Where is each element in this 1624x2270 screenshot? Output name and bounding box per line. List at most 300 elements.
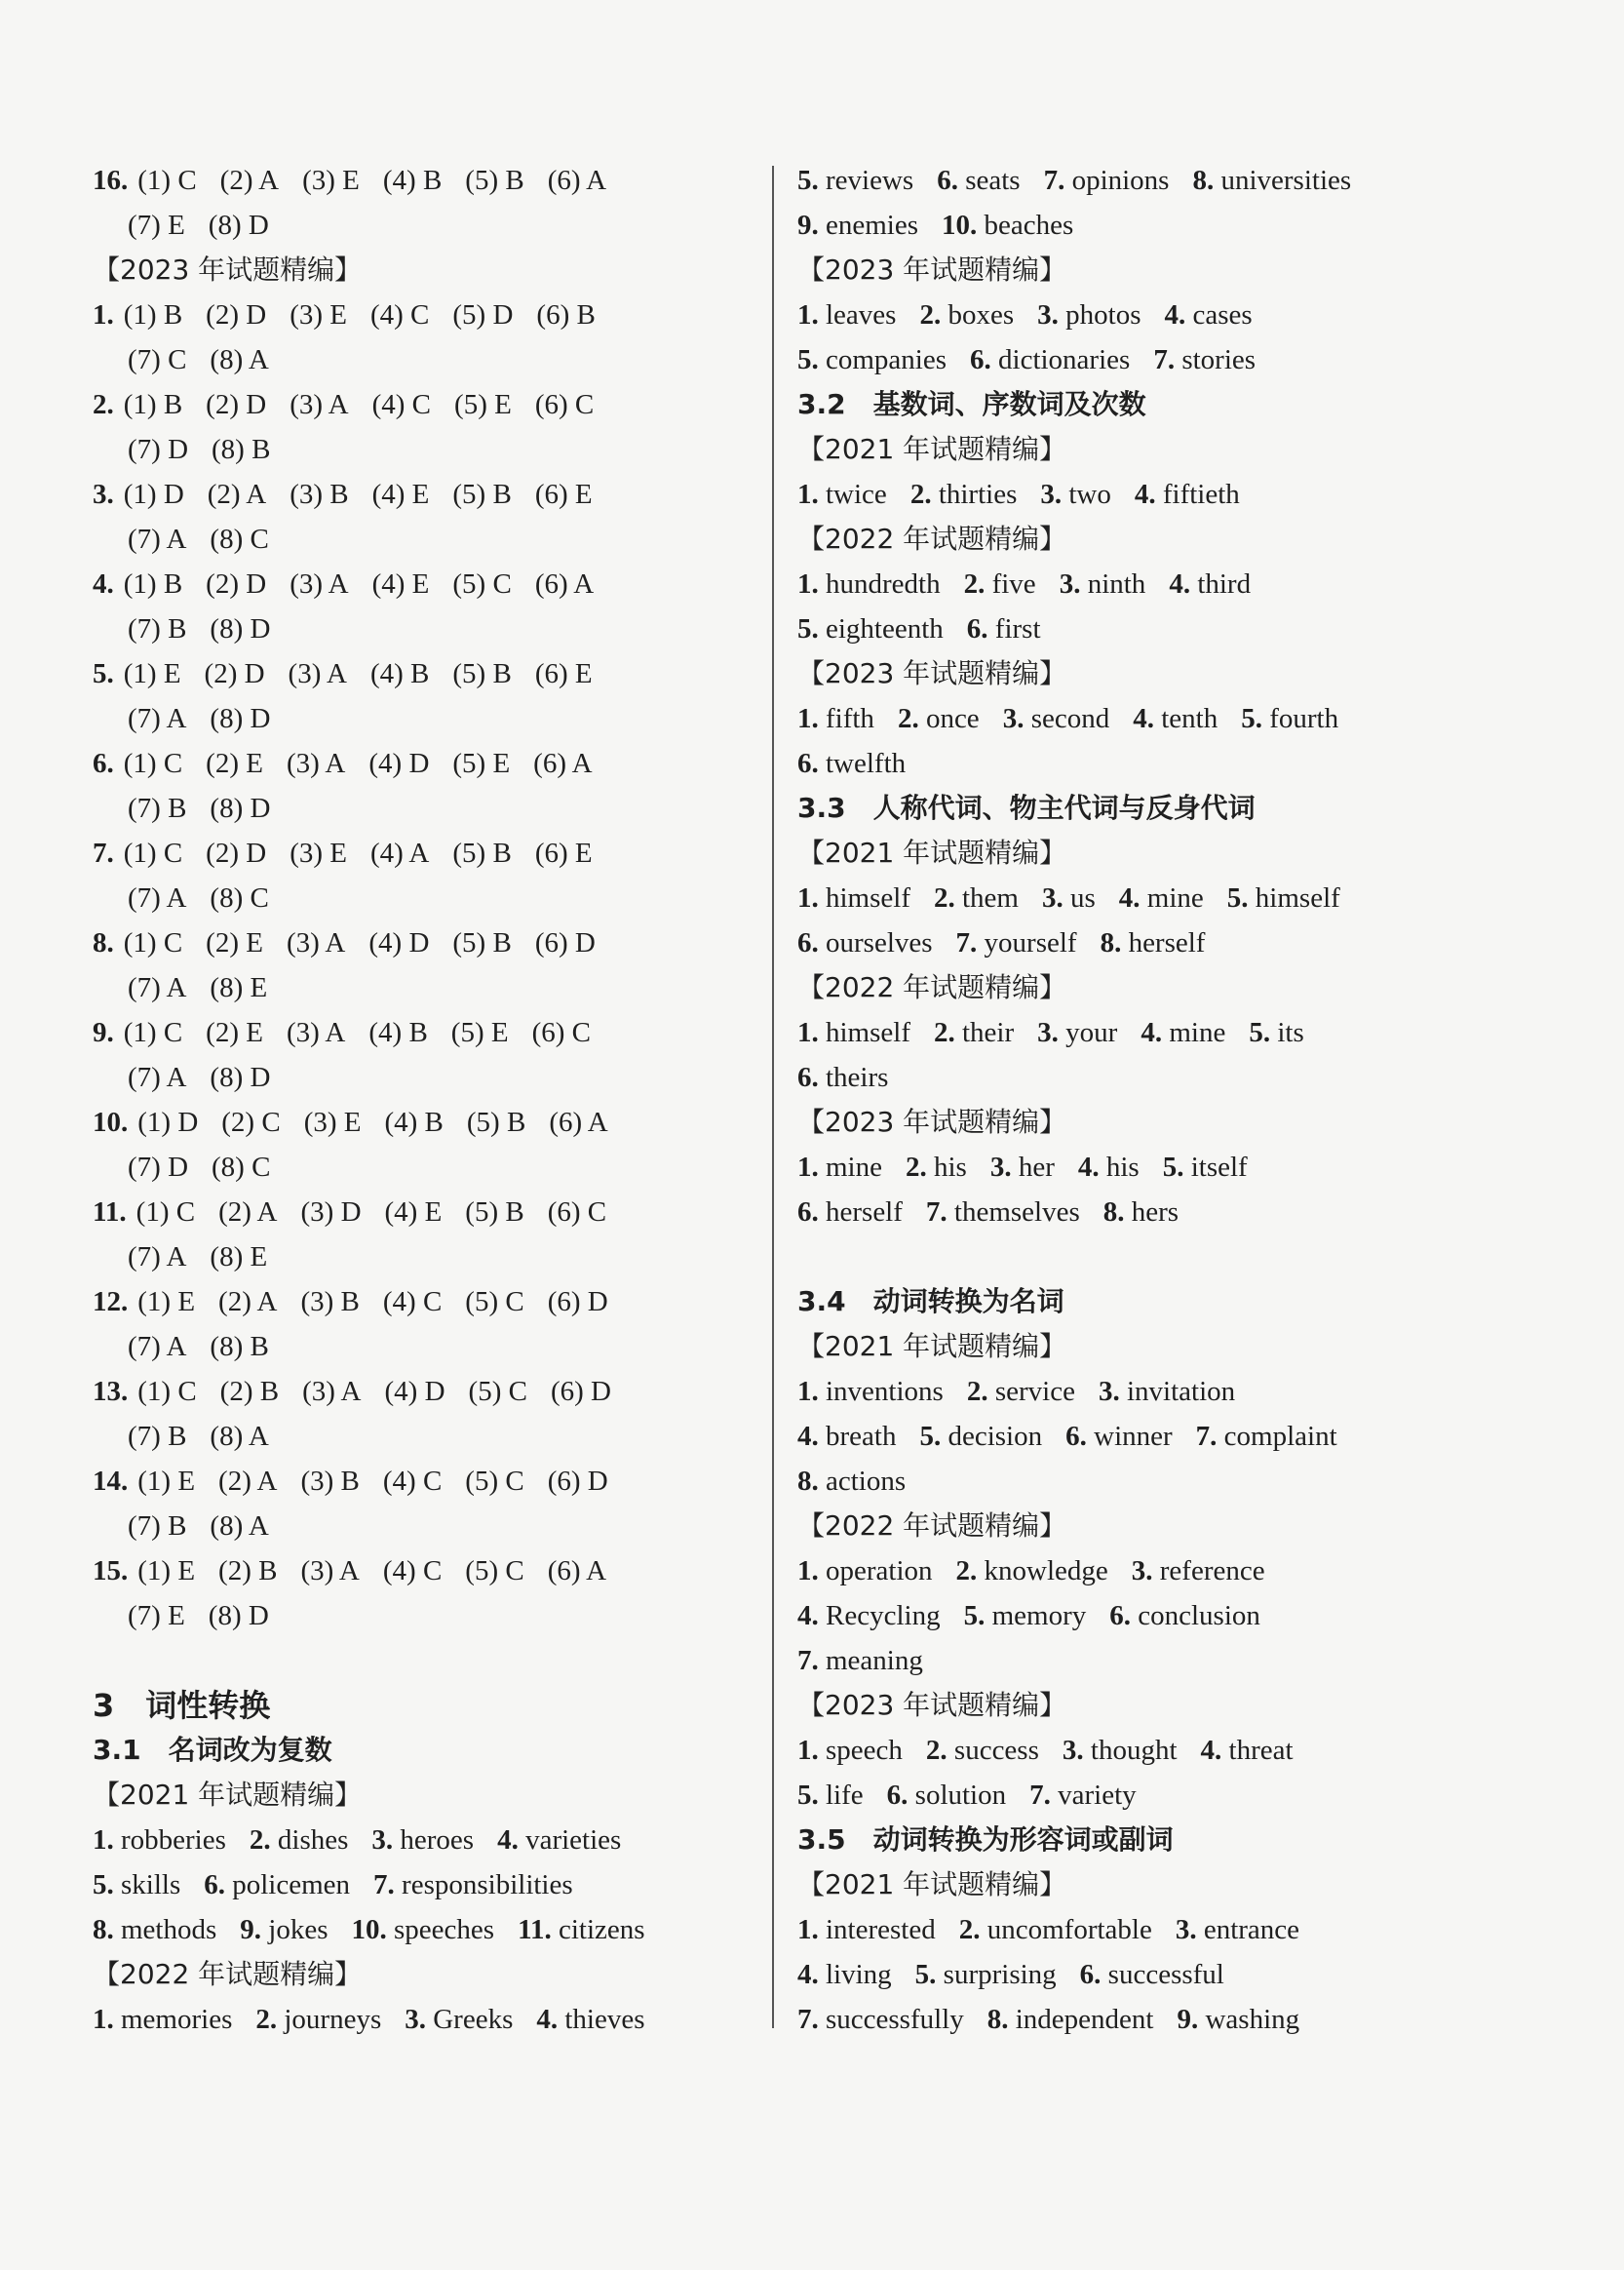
answer-choice: (8) E	[210, 1241, 268, 1272]
answer-row	[93, 1818, 765, 1862]
item-number: 3.	[989, 1152, 1012, 1183]
item-word: first	[987, 613, 1041, 645]
answer-item	[797, 1638, 923, 1683]
answer-choice: (4) A	[369, 838, 430, 869]
item-word: living	[818, 1959, 892, 1990]
answer-choice: (3) E	[303, 1107, 362, 1138]
answer-choice: (2) A	[207, 479, 267, 510]
answer-row	[797, 1593, 1499, 1638]
item-word: hundredth	[818, 568, 941, 600]
answer-item	[1103, 1190, 1179, 1234]
answer-choice: (4) B	[384, 1107, 444, 1138]
item-word: herself	[1121, 927, 1206, 959]
answer-item	[797, 1145, 882, 1190]
item-word: speeches	[386, 1914, 495, 1945]
answer-choice: (3) B	[290, 479, 349, 510]
answer-choice: (4) C	[371, 389, 432, 420]
answer-choice: (3) A	[286, 1017, 346, 1048]
answer-item	[93, 1997, 232, 2042]
answer-choice: (2) A	[219, 165, 280, 196]
subsection-title: 3.3 人称代词、物主代词与反身代词	[797, 792, 1256, 824]
answer-item	[352, 1907, 495, 1952]
item-number: 2.	[925, 1735, 947, 1766]
item-number: 2.	[966, 1376, 988, 1407]
answer-choice: (6) D	[550, 1376, 611, 1407]
answer-item	[797, 1010, 910, 1055]
question-row-cont	[93, 337, 765, 382]
answer-choice: (4) D	[384, 1376, 445, 1407]
answer-choice: (8) A	[210, 344, 269, 375]
question-row-cont	[93, 203, 765, 248]
item-word: leaves	[818, 299, 897, 331]
answer-choice: (5) B	[465, 1196, 524, 1228]
item-number: 3.	[1062, 1735, 1084, 1766]
item-word: invitation	[1119, 1376, 1236, 1407]
answer-item	[797, 472, 887, 517]
year-header: 【2023 年试题精编】	[93, 254, 363, 286]
answer-item	[1133, 696, 1218, 741]
year-header: 【2021 年试题精编】	[797, 837, 1067, 869]
answer-choice: (7) E	[128, 1600, 185, 1631]
question-row-cont	[93, 427, 765, 472]
year-header: 【2021 年试题精编】	[797, 1868, 1067, 1900]
answer-item	[797, 1773, 864, 1818]
section-title: 3 词性转换	[93, 1687, 271, 1724]
item-number: 4.	[1077, 1152, 1100, 1183]
item-number: 2.	[955, 1555, 978, 1586]
year-header: 【2023 年试题精编】	[797, 254, 1067, 286]
answer-choice: (2) C	[221, 1107, 281, 1138]
year-header: 【2021 年试题精编】	[93, 1779, 363, 1811]
item-number: 2.	[255, 2004, 278, 2035]
item-number: 1.	[797, 703, 819, 734]
item-word: his	[926, 1152, 967, 1183]
answer-item	[373, 1862, 573, 1907]
answer-row	[797, 1369, 1499, 1414]
answer-choice: (3) E	[290, 299, 347, 331]
question-row	[93, 1369, 765, 1414]
answer-choice: (1) B	[123, 299, 183, 331]
answer-choice: (8) C	[210, 524, 269, 555]
answer-item	[797, 1459, 906, 1504]
question-row-cont	[93, 965, 765, 1010]
item-number: 3.	[1059, 568, 1081, 600]
question-number: 2.	[93, 389, 114, 420]
question-number: 6.	[93, 748, 114, 779]
question-row	[93, 831, 765, 876]
answer-choice: (6) A	[549, 1107, 608, 1138]
answer-choice: (1) D	[137, 1107, 199, 1138]
answer-item	[926, 1728, 1039, 1773]
answer-item	[518, 1907, 644, 1952]
answer-choice: (3) A	[290, 568, 349, 600]
answer-row	[797, 472, 1499, 517]
answer-choice: (1) B	[123, 568, 183, 600]
answer-choice: (7) B	[128, 793, 187, 824]
answer-choice: (6) B	[536, 299, 596, 331]
answer-row	[797, 920, 1499, 965]
item-word: journeys	[277, 2004, 382, 2035]
answer-choice: (6) E	[534, 658, 593, 689]
question-number: 7.	[93, 838, 114, 869]
item-word: cases	[1185, 299, 1253, 331]
answer-choice: (4) E	[384, 1196, 443, 1228]
answer-choice: (3) E	[290, 838, 347, 869]
question-row	[93, 741, 765, 786]
answer-item	[1037, 1010, 1117, 1055]
answer-choice: (3) A	[286, 748, 346, 779]
answer-row	[797, 1145, 1499, 1190]
year-header: 【2021 年试题精编】	[797, 1330, 1067, 1362]
item-number: 5.	[93, 1869, 114, 1900]
answer-item	[1080, 1952, 1224, 1997]
subsection-title: 3.2 基数词、序数词及次数	[797, 388, 1146, 420]
answer-item	[797, 562, 941, 607]
answer-item	[919, 1414, 1042, 1459]
answer-choice: (8) D	[210, 1062, 271, 1093]
answer-choice: (5) E	[452, 748, 511, 779]
item-number: 2.	[909, 479, 932, 510]
answer-choice: (5) E	[450, 1017, 509, 1048]
answer-row	[797, 1952, 1499, 1997]
answer-item	[797, 741, 906, 786]
answer-choice: (2) A	[218, 1466, 278, 1497]
answer-row	[797, 1055, 1499, 1100]
item-word: conclusion	[1130, 1600, 1260, 1631]
answer-choice: (7) A	[128, 1241, 187, 1272]
question-row	[93, 651, 765, 696]
item-word: mine	[818, 1152, 882, 1183]
answer-choice: (6) A	[533, 748, 593, 779]
answer-choice: (6) C	[531, 1017, 591, 1048]
item-word: varieties	[518, 1824, 622, 1856]
item-number: 4.	[536, 2004, 559, 2035]
item-word: photos	[1058, 299, 1141, 331]
answer-item	[1177, 1997, 1299, 2042]
item-word: speech	[818, 1735, 903, 1766]
answer-item	[898, 696, 980, 741]
item-word: successfully	[818, 2004, 964, 2035]
answer-choice: (2) D	[206, 838, 267, 869]
item-word: third	[1190, 568, 1252, 600]
question-row-cont	[93, 1145, 765, 1190]
answer-item	[1169, 562, 1251, 607]
answer-row	[797, 696, 1499, 741]
item-word: decision	[941, 1421, 1043, 1452]
item-number: 5.	[797, 165, 819, 196]
question-row-cont	[93, 1504, 765, 1548]
item-number: 4.	[1169, 568, 1191, 600]
item-number: 5.	[1226, 882, 1249, 914]
item-number: 1.	[797, 479, 819, 510]
answer-item	[1109, 1593, 1260, 1638]
item-word: her	[1011, 1152, 1055, 1183]
answer-choice: (5) E	[454, 389, 512, 420]
item-number: 1.	[797, 1376, 819, 1407]
item-word: their	[954, 1017, 1015, 1048]
answer-choice: (5) C	[465, 1466, 524, 1497]
answer-row	[797, 1414, 1499, 1459]
item-word: life	[818, 1780, 864, 1811]
answer-row	[93, 1907, 765, 1952]
answer-item	[956, 920, 1077, 965]
question-number: 14.	[93, 1466, 129, 1497]
answer-item	[1044, 158, 1170, 203]
answer-choice: (5) B	[452, 838, 512, 869]
item-number: 7.	[1195, 1421, 1218, 1452]
item-word: interested	[818, 1914, 936, 1945]
question-row	[93, 562, 765, 607]
answer-choice: (7) A	[128, 882, 187, 914]
answer-item	[990, 1145, 1055, 1190]
item-word: knowledge	[977, 1555, 1108, 1586]
answer-item	[797, 1190, 903, 1234]
answer-choice: (8) D	[210, 613, 271, 645]
item-word: themselves	[947, 1196, 1080, 1228]
item-word: variety	[1050, 1780, 1137, 1811]
answer-choice: (1) C	[123, 838, 183, 869]
item-number: 2.	[934, 1017, 955, 1048]
item-word: actions	[818, 1466, 907, 1497]
item-number: 5.	[963, 1600, 986, 1631]
item-word: boxes	[941, 299, 1015, 331]
item-word: skills	[113, 1869, 181, 1900]
question-number: 16.	[93, 165, 129, 196]
answer-item	[797, 1997, 964, 2042]
answer-row	[797, 1548, 1499, 1593]
item-number: 7.	[373, 1869, 395, 1900]
answer-choice: (8) B	[210, 1331, 269, 1362]
item-number: 4.	[797, 1600, 819, 1631]
item-number: 2.	[934, 882, 955, 914]
question-number: 4.	[93, 568, 114, 600]
item-number: 4.	[1141, 1017, 1163, 1048]
answer-choice: (6) A	[547, 1555, 607, 1586]
question-row	[93, 382, 765, 427]
answer-item	[797, 1369, 944, 1414]
item-number: 1.	[797, 1914, 819, 1945]
answer-item	[942, 203, 1073, 248]
answer-choice: (3) E	[302, 165, 360, 196]
answer-item	[797, 158, 913, 203]
question-number: 9.	[93, 1017, 114, 1048]
answer-item	[970, 337, 1130, 382]
answer-choice: (5) C	[465, 1555, 524, 1586]
item-word: your	[1058, 1017, 1118, 1048]
answer-item	[1196, 1414, 1337, 1459]
answer-item	[797, 920, 933, 965]
question-row-cont	[93, 786, 765, 831]
item-number: 1.	[797, 299, 819, 331]
item-number: 3.	[1175, 1914, 1197, 1945]
item-number: 6.	[204, 1869, 225, 1900]
subsection-title: 3.4 动词转换为名词	[797, 1285, 1064, 1317]
item-word: inventions	[818, 1376, 944, 1407]
answer-item	[240, 1907, 328, 1952]
item-word: stories	[1175, 344, 1257, 375]
answer-choice: (7) A	[128, 703, 187, 734]
item-word: five	[985, 568, 1036, 600]
answer-item	[1141, 1010, 1225, 1055]
answer-item	[934, 1010, 1014, 1055]
answer-choice: (7) A	[128, 972, 187, 1003]
answer-choice: (8) E	[210, 972, 268, 1003]
item-number: 6.	[886, 1780, 909, 1811]
answer-item	[964, 562, 1036, 607]
answer-choice: (7) A	[128, 1331, 187, 1362]
item-word: them	[954, 882, 1019, 914]
answer-choice: (4) B	[368, 1017, 428, 1048]
item-number: 5.	[919, 1421, 942, 1452]
item-number: 3.	[371, 1824, 394, 1856]
question-row	[93, 158, 765, 203]
question-row-cont	[93, 607, 765, 651]
question-row	[93, 293, 765, 337]
question-row-cont	[93, 1234, 765, 1279]
item-number: 3.	[405, 2004, 426, 2035]
answer-choice: (1) E	[137, 1286, 196, 1317]
answer-choice: (5) B	[466, 1107, 526, 1138]
question-row-cont	[93, 1414, 765, 1459]
answer-choice: (2) D	[206, 299, 267, 331]
item-number: 5.	[797, 613, 819, 645]
item-word: fiftieth	[1155, 479, 1240, 510]
item-word: jokes	[261, 1914, 329, 1945]
answer-choice: (2) E	[206, 1017, 263, 1048]
answer-row	[797, 1459, 1499, 1504]
answer-item	[959, 1907, 1152, 1952]
answer-choice: (7) A	[128, 1062, 187, 1093]
year-header: 【2023 年试题精编】	[797, 657, 1067, 689]
answer-choice: (1) C	[123, 927, 183, 959]
item-number: 4.	[797, 1959, 819, 1990]
answer-row	[797, 203, 1499, 248]
item-word: solution	[908, 1780, 1007, 1811]
item-word: service	[987, 1376, 1075, 1407]
question-number: 1.	[93, 299, 114, 331]
answer-item	[371, 1818, 474, 1862]
answer-choice: (8) A	[210, 1421, 269, 1452]
answer-choice: (4) C	[382, 1555, 443, 1586]
answer-item	[797, 1548, 933, 1593]
question-row-cont	[93, 876, 765, 920]
answer-choice: (3) A	[300, 1555, 360, 1586]
answer-item	[926, 1190, 1080, 1234]
item-word: theirs	[818, 1062, 889, 1093]
item-word: washing	[1198, 2004, 1300, 2035]
answer-choice: (8) D	[210, 793, 271, 824]
item-number: 5.	[1241, 703, 1262, 734]
item-number: 7.	[797, 1645, 819, 1676]
item-word: robberies	[113, 1824, 226, 1856]
item-word: complaint	[1217, 1421, 1337, 1452]
year-header: 【2021 年试题精编】	[797, 433, 1067, 465]
answer-row	[797, 293, 1499, 337]
answer-item	[797, 1055, 888, 1100]
answer-choice: (4) D	[368, 748, 430, 779]
item-number: 4.	[1164, 299, 1186, 331]
answer-item	[536, 1997, 644, 2042]
item-number: 4.	[797, 1421, 819, 1452]
answer-item	[405, 1997, 513, 2042]
answer-item	[910, 472, 1018, 517]
answer-row	[797, 741, 1499, 786]
item-word: threat	[1221, 1735, 1294, 1766]
item-word: his	[1099, 1152, 1140, 1183]
item-word: its	[1270, 1017, 1304, 1048]
answer-item	[1065, 1414, 1173, 1459]
answer-item	[1132, 1548, 1265, 1593]
answer-choice: (3) B	[300, 1466, 360, 1497]
answer-row	[93, 1862, 765, 1907]
item-number: 8.	[1192, 165, 1215, 196]
item-word: eighteenth	[818, 613, 944, 645]
item-word: responsibilities	[394, 1869, 573, 1900]
item-word: successful	[1101, 1959, 1224, 1990]
answer-choice: (6) D	[547, 1466, 608, 1497]
answer-item	[1037, 293, 1141, 337]
answer-row	[797, 876, 1499, 920]
question-row	[93, 1100, 765, 1145]
item-word: methods	[113, 1914, 217, 1945]
answer-choice: (6) D	[534, 927, 596, 959]
spacer	[93, 1638, 765, 1683]
item-word: operation	[818, 1555, 933, 1586]
answer-choice: (1) C	[123, 1017, 183, 1048]
answer-item	[497, 1818, 621, 1862]
answer-item	[1135, 472, 1240, 517]
item-word: meaning	[818, 1645, 923, 1676]
answer-choice: (4) C	[382, 1466, 443, 1497]
answer-choice: (6) E	[534, 479, 593, 510]
item-number: 2.	[906, 1152, 927, 1183]
answer-choice: (8) D	[208, 210, 269, 241]
item-word: mine	[1162, 1017, 1226, 1048]
item-word: twice	[818, 479, 887, 510]
item-word: opinions	[1064, 165, 1170, 196]
answer-row	[797, 1010, 1499, 1055]
item-word: dictionaries	[990, 344, 1131, 375]
answer-item	[797, 337, 947, 382]
item-word: entrance	[1196, 1914, 1300, 1945]
item-number: 3.	[1098, 1376, 1120, 1407]
answer-item	[967, 607, 1041, 651]
answer-item	[1040, 472, 1111, 517]
item-number: 1.	[93, 1824, 114, 1856]
answer-choice: (2) E	[206, 927, 263, 959]
item-number: 6.	[797, 1062, 819, 1093]
answer-item	[1101, 920, 1206, 965]
item-number: 8.	[1102, 1196, 1125, 1228]
item-number: 9.	[240, 1914, 262, 1945]
answer-item	[1060, 562, 1146, 607]
item-number: 2.	[897, 703, 919, 734]
item-number: 1.	[93, 2004, 114, 2035]
item-word: second	[1024, 703, 1110, 734]
item-number: 8.	[986, 2004, 1009, 2035]
question-row	[93, 1459, 765, 1504]
question-row-cont	[93, 696, 765, 741]
item-word: thirties	[931, 479, 1018, 510]
item-word: uncomfortable	[980, 1914, 1152, 1945]
answer-item	[1176, 1907, 1299, 1952]
answer-choice: (1) C	[137, 165, 197, 196]
answer-item	[93, 1862, 180, 1907]
question-number: 10.	[93, 1107, 129, 1138]
answer-item	[964, 1593, 1087, 1638]
item-number: 10.	[351, 1914, 387, 1945]
item-number: 6.	[966, 613, 988, 645]
